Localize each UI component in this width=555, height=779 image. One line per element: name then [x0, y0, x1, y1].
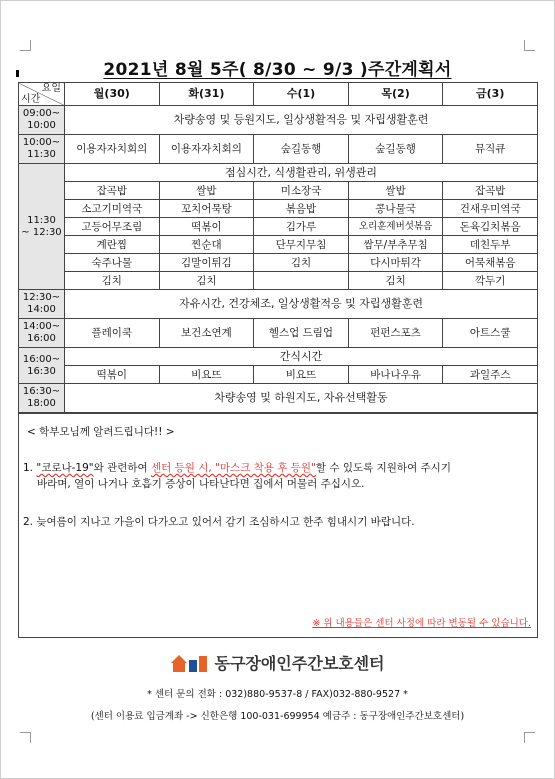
activity-cell: 간식시간: [65, 348, 538, 366]
activity-cell: 펀펀스포츠: [348, 319, 443, 348]
day-axis-label: 요일: [41, 83, 61, 94]
snack-row: [19, 366, 538, 384]
parent-notice-box: [18, 413, 538, 638]
table-row: [19, 348, 538, 366]
menu-cell: 소고기미역국: [65, 200, 160, 218]
time-cell: 16:30~ 18:00: [19, 384, 65, 413]
menu-cell: 어묵채볶음: [443, 254, 538, 272]
menu-row: [19, 236, 538, 254]
menu-cell: 콩나물국: [348, 200, 443, 218]
menu-cell: 잡곡밥: [443, 182, 538, 200]
day-header-mon: 월(30): [65, 83, 160, 106]
menu-cell: 건새우미역국: [443, 200, 538, 218]
activity-cell: 차량송영 및 등원지도, 일상생활적응 및 자립생활훈련: [65, 106, 538, 135]
menu-cell: 김치: [348, 272, 443, 290]
snack-cell: 과일주스: [443, 366, 538, 384]
bank-account-line: (센터 이용료 입금계좌 -> 신한은행 100-031-699954 예금주 : 동구장애인주간보호센터): [90, 711, 465, 722]
table-row: [19, 319, 538, 348]
activity-cell: 이용자자치회의: [159, 135, 254, 164]
contact-line: * 센터 문의 전화 : 032)880-9537-8 / FAX)032-880-9527 *: [147, 689, 408, 700]
menu-cell: 쌀밥: [159, 182, 254, 200]
menu-row: [19, 218, 538, 236]
margin-mark: [20, 732, 31, 743]
menu-cell: 김치: [159, 272, 254, 290]
margin-mark: [20, 40, 31, 51]
activity-cell: 아트스쿨: [443, 319, 538, 348]
table-row: [19, 135, 538, 164]
menu-cell: 계란찜: [65, 236, 160, 254]
snack-cell: 비요뜨: [159, 366, 254, 384]
menu-cell: 쌈무/부추무침: [348, 236, 443, 254]
menu-cell: 김말이튀김: [159, 254, 254, 272]
activity-cell: 자유시간, 건강체조, 일상생활적응 및 자립생활훈련: [65, 290, 538, 319]
snack-cell: 떡볶이: [65, 366, 160, 384]
notice-item-1: 1. "코로나-19"와 관련하여 센터 등원 시, "마스크 착용 후 등원"할 수 있도록 지원하여 주시기 바라며, 열이 나거나 호흡기 증상이 나타난다면 집에서 머물러 주십시오.: [23, 462, 451, 490]
notice-item-2: 2. 늦여름이 지나고 가을이 다가오고 있어서 감기 조심하시고 한주 힘내시기 바랍니다.: [23, 516, 415, 528]
menu-cell: 돈육김치볶음: [443, 218, 538, 236]
menu-cell: 오리훈제버섯볶음: [348, 218, 443, 236]
table-row: [19, 106, 538, 135]
menu-cell: 다시마튀각: [348, 254, 443, 272]
covid-highlight: "코로나-19": [36, 462, 94, 474]
menu-cell: 김가루: [254, 218, 349, 236]
menu-row: [19, 182, 538, 200]
activity-cell: 차량송영 및 하원지도, 자유선택활동: [65, 384, 538, 413]
time-cell: 09:00~ 10:00: [19, 106, 65, 135]
menu-cell: 숙주나물: [65, 254, 160, 272]
activity-cell: 플레이쿡: [65, 319, 160, 348]
notice-heading: < 학부모님께 알려드립니다!! >: [27, 426, 175, 438]
margin-mark: [524, 40, 535, 51]
menu-cell: 잡곡밥: [65, 182, 160, 200]
activity-cell: 숲길동행: [254, 135, 349, 164]
text-cursor: [16, 70, 19, 77]
menu-cell: 데친두부: [443, 236, 538, 254]
table-row: [19, 164, 538, 182]
time-cell: 16:00~ 16:30: [19, 348, 65, 384]
menu-cell: 김치: [65, 272, 160, 290]
time-cell: 12:30~ 14:00: [19, 290, 65, 319]
table-row: [19, 290, 538, 319]
center-name: 동구장애인주간보호센터: [0, 651, 555, 674]
center-logo-icon: [170, 653, 208, 673]
page-title: 2021년 8월 5주( 8/30 ~ 9/3 )주간계획서: [103, 60, 452, 80]
activity-cell: 숲길동행: [348, 135, 443, 164]
menu-cell: 깍두기: [443, 272, 538, 290]
corner-header-cell: [19, 83, 65, 106]
activity-cell: 헬스업 드림업: [254, 319, 349, 348]
menu-row: [19, 254, 538, 272]
activity-cell: 보건소연계: [159, 319, 254, 348]
snack-cell: 비요뜨: [254, 366, 349, 384]
notice-footnote: ※ 위 내용들은 센터 사정에 따라 변동될 수 있습니다.: [312, 618, 531, 629]
menu-cell: 고등어무조림: [65, 218, 160, 236]
activity-cell: 점심시간, 식생활관리, 위생관리: [65, 164, 538, 182]
time-axis-label: 시간: [21, 94, 41, 105]
day-header-fri: 금(3): [443, 83, 538, 106]
table-header-row: [19, 83, 538, 106]
margin-mark: [524, 732, 535, 743]
day-header-tue: 화(31): [159, 83, 254, 106]
activity-cell: 뮤직큐: [443, 135, 538, 164]
time-cell: 10:00~ 11:30: [19, 135, 65, 164]
menu-cell: 꼬치어묵탕: [159, 200, 254, 218]
weekly-schedule-table: [18, 82, 538, 413]
menu-cell: 볶음밥: [254, 200, 349, 218]
menu-cell: 단무지무침: [254, 236, 349, 254]
menu-cell: 미소장국: [254, 182, 349, 200]
menu-cell: 쌀밥: [348, 182, 443, 200]
activity-cell: 이용자자치회의: [65, 135, 160, 164]
menu-cell: 찐순대: [159, 236, 254, 254]
time-cell: 14:00~ 16:00: [19, 319, 65, 348]
snack-cell: 바나나우유: [348, 366, 443, 384]
mask-highlight: 센터 등원 시, "마스크 착용 후 등원": [151, 462, 316, 474]
menu-cell: [254, 272, 349, 290]
day-header-wed: 수(1): [254, 83, 349, 106]
day-header-thu: 목(2): [348, 83, 443, 106]
menu-cell: 떡볶이: [159, 218, 254, 236]
menu-row: [19, 200, 538, 218]
menu-cell: 김치: [254, 254, 349, 272]
time-cell: 11:30 ~ 12:30: [19, 164, 65, 290]
menu-row: [19, 272, 538, 290]
table-row: [19, 384, 538, 413]
